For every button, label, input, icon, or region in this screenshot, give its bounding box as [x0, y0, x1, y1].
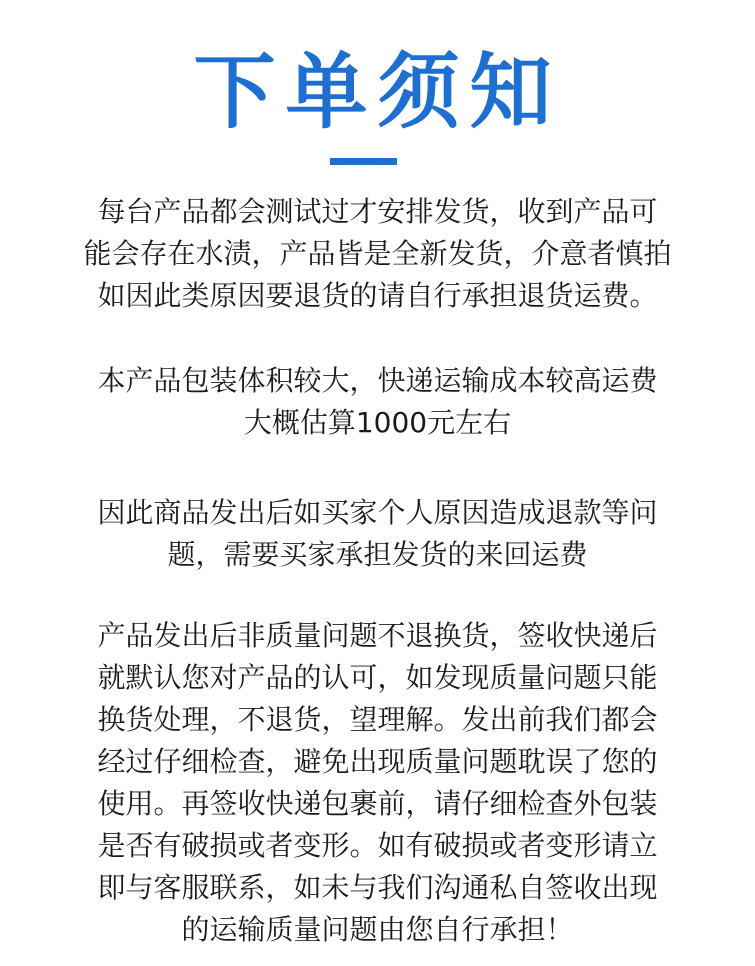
paragraph-line: 能会存在水渍，产品皆是全新发货，介意者慎拍	[83, 237, 672, 270]
page-title: 下单须知	[193, 45, 562, 140]
paragraph-line: 本产品包装体积较大，快递运输成本较高运费	[97, 364, 658, 397]
notice-paragraph-shipping-cost	[40, 360, 715, 444]
title-underline	[330, 158, 397, 165]
notice-paragraph-quality	[40, 615, 715, 951]
notice-paragraph-testing	[40, 191, 715, 317]
paragraph-line: 题，需要买家承担发货的来回运费	[167, 538, 588, 571]
paragraph-line: 就默认您对产品的认可，如发现质量问题只能	[97, 661, 658, 694]
paragraph-line: 换货处理，不退货，望理解。发出前我们都会	[97, 703, 658, 736]
paragraph-line: 使用。再签收快递包裹前，请仔细检查外包装	[97, 787, 658, 820]
paragraph-line: 是否有破损或者变形。如有破损或者变形请立	[97, 829, 658, 862]
paragraph-line: 每台产品都会测试过才安排发货，收到产品可	[97, 195, 658, 228]
paragraph-line: 产品发出后非质量问题不退换货，签收快递后	[97, 619, 658, 652]
notice-paragraph-refund	[40, 492, 715, 576]
paragraph-line: 大概估算1000元左右	[243, 406, 512, 439]
paragraph-line: 的运输质量问题由您自行承担！	[181, 913, 574, 946]
paragraph-line: 如因此类原因要退货的请自行承担退货运费。	[97, 279, 658, 312]
paragraph-line: 即与客服联系，如未与我们沟通私自签收出现	[97, 871, 658, 904]
paragraph-line: 因此商品发出后如买家个人原因造成退款等问	[97, 496, 658, 529]
paragraph-line: 经过仔细检查，避免出现质量问题耽误了您的	[97, 745, 658, 778]
